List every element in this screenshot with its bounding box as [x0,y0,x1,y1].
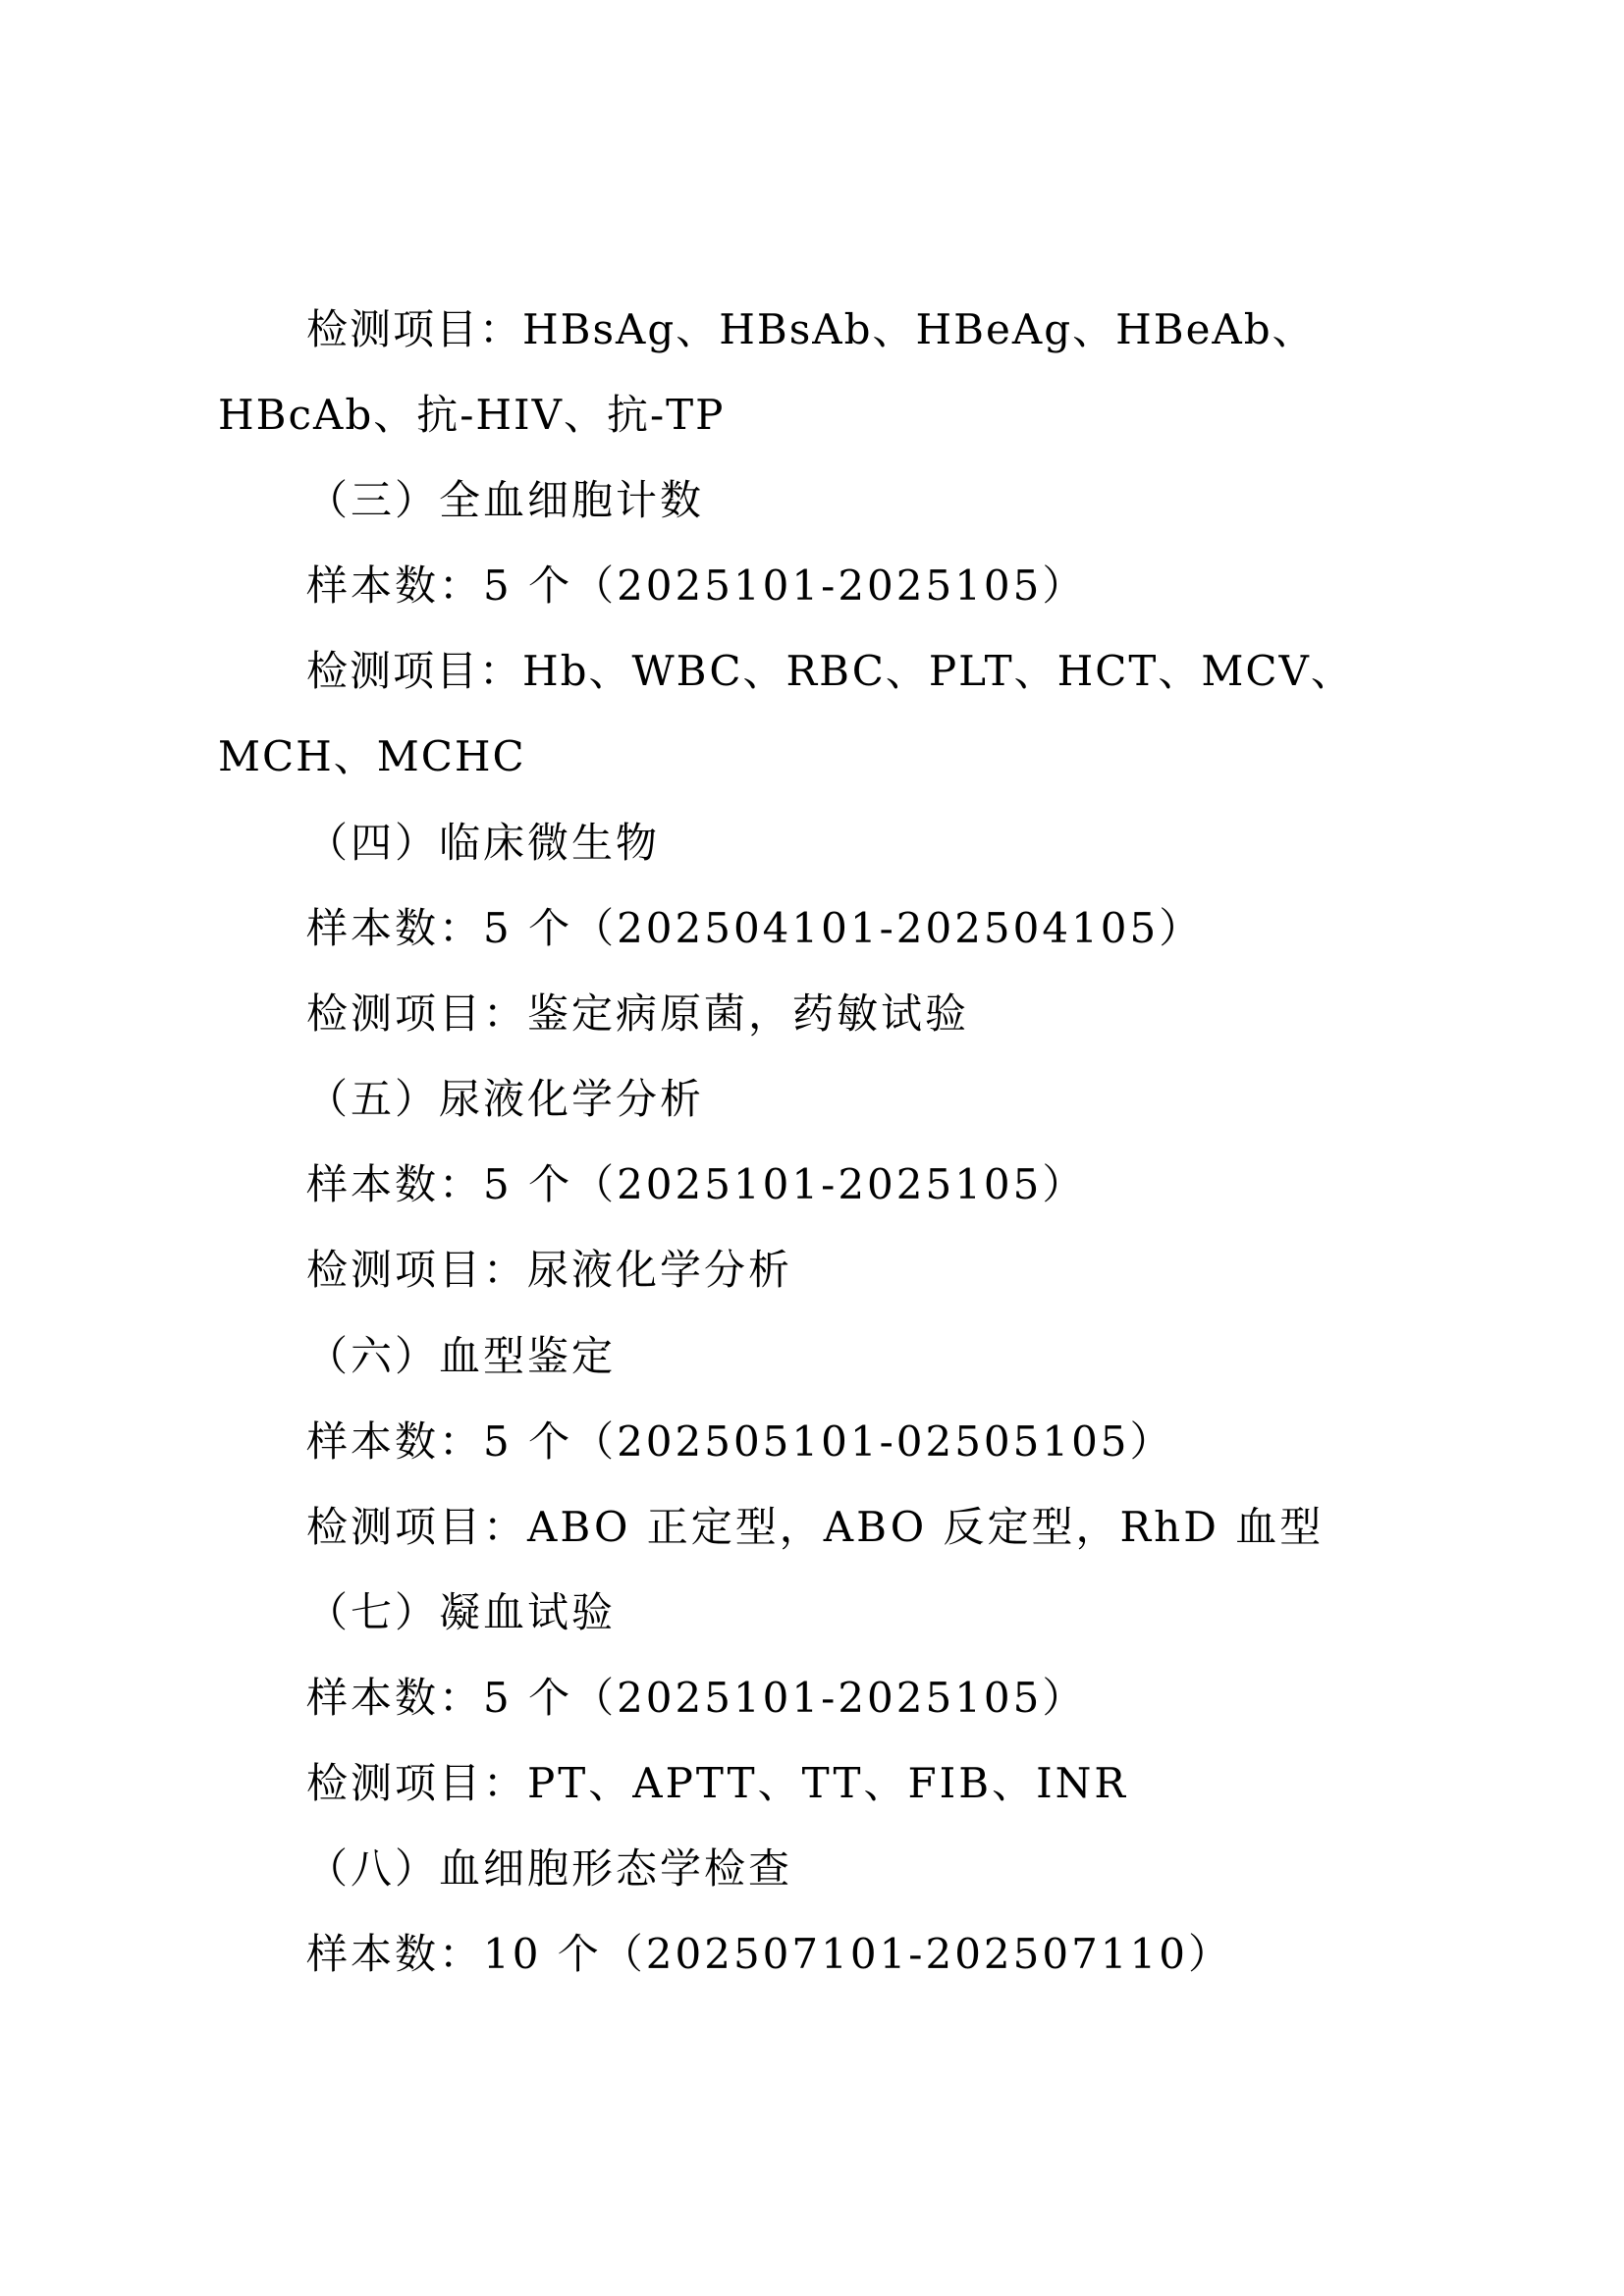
sample-count-5: 样本数：5 个（2025101-2025105） [306,1160,1087,1208]
sample-count-6: 样本数：5 个（202505101-02505105） [306,1417,1174,1466]
test-items-7: 检测项目：PT、APTT、TT、FIB、INR [306,1759,1129,1807]
test-items-4: 检测项目：鉴定病原菌，药敏试验 [306,989,970,1038]
test-items-6: 检测项目：ABO 正定型，ABO 反定型，RhD 血型 [306,1503,1325,1551]
sample-count-3: 样本数：5 个（2025101-2025105） [306,561,1087,610]
section-heading-3: （三）全血细胞计数 [306,476,705,524]
paragraph-test-items-hepatitis: 检测项目：HBsAg、HBsAb、HBeAg、HBeAb、HBcAb、抗-HIV、抗-TP [218,305,1316,439]
sample-count-7: 样本数：5 个（2025101-2025105） [306,1674,1087,1722]
section-heading-8: （八）血细胞形态学检查 [306,1844,793,1893]
sample-count-8: 样本数：10 个（202507101-202507110） [306,1930,1232,1978]
section-heading-4: （四）临床微生物 [306,819,661,867]
test-items-5: 检测项目：尿液化学分析 [306,1246,793,1294]
section-heading-6: （六）血型鉴定 [306,1332,617,1380]
section-heading-5: （五）尿液化学分析 [306,1075,705,1123]
paragraph-test-items-blood-count: 检测项目：Hb、WBC、RBC、PLT、HCT、MCV、MCH、MCHC [218,647,1354,780]
section-heading-7: （七）凝血试验 [306,1588,617,1636]
sample-count-4: 样本数：5 个（202504101-202504105） [306,904,1204,952]
